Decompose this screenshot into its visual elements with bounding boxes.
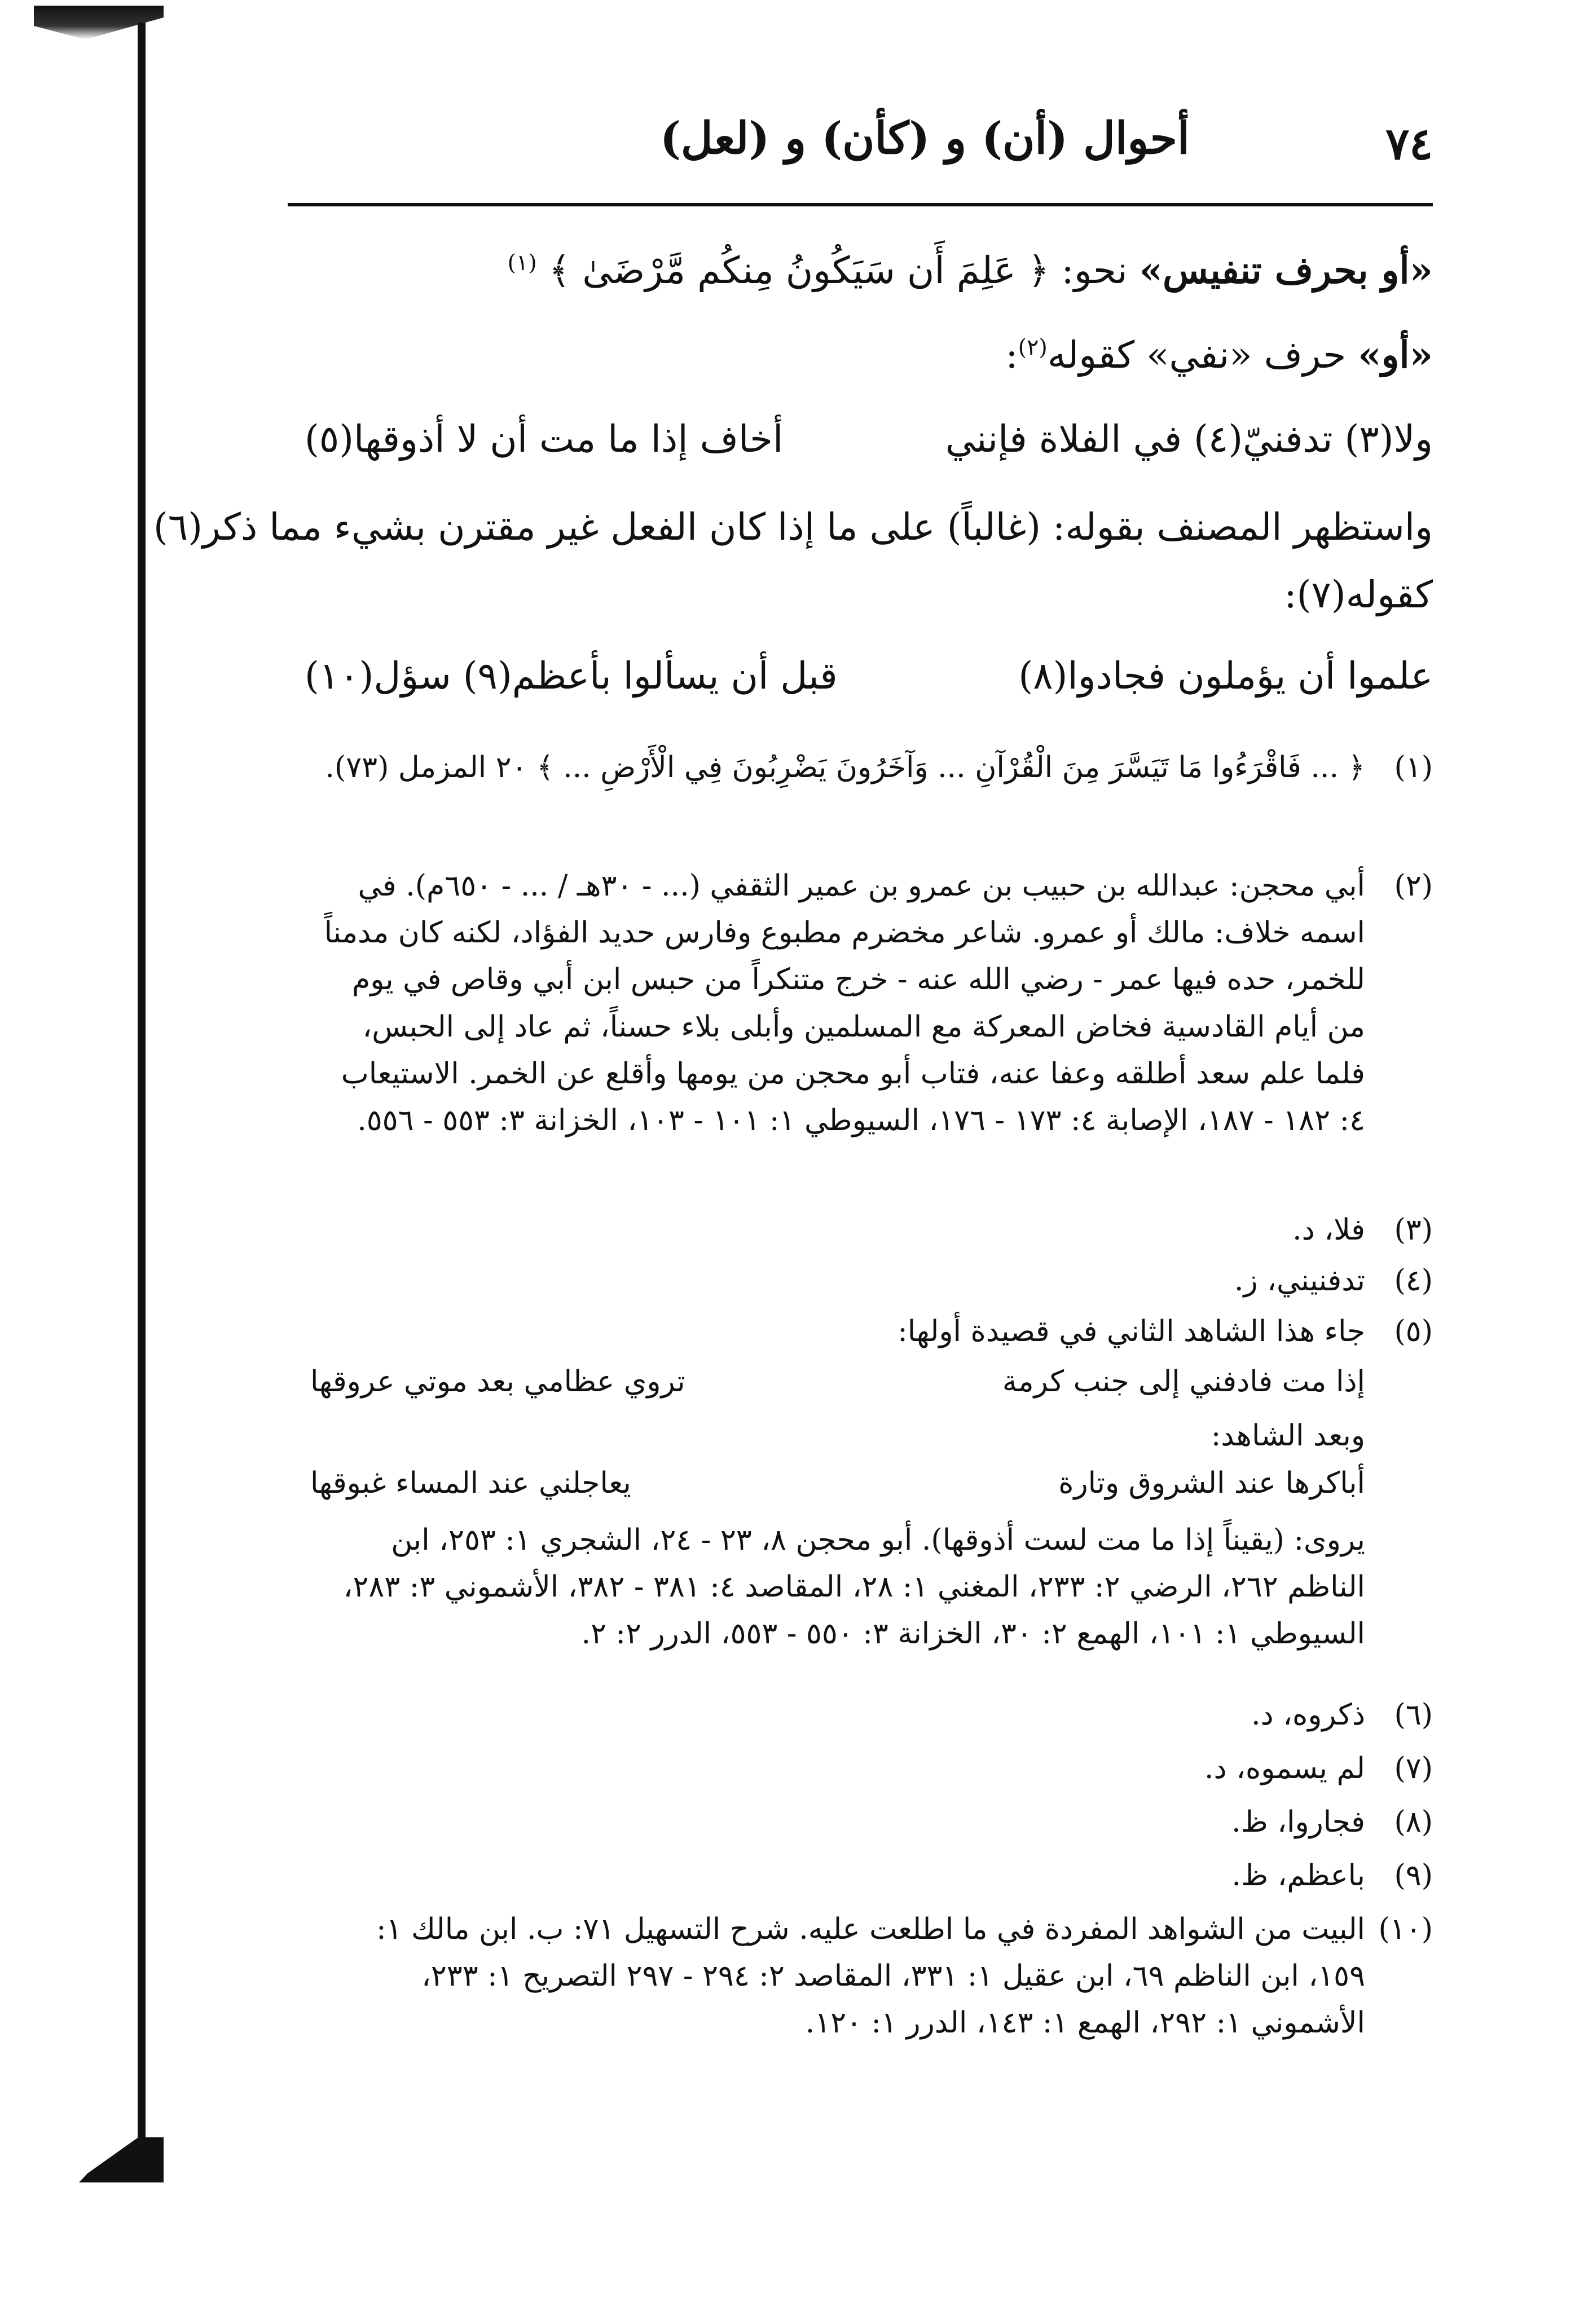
footnote-5-refs-text: يروى: (يقيناً إذا ما مت لست أذوقها). أبو محجن ٨، ٢٣ - ٢٤، الشجري ١: ٢٥٣، ابن الناظم ٢٦٢، الرضي ٢: ٢٣٣، المغني ١: ٢٨، المقاصد ٤: ٣٨١ - ٣٨٢، الأشموني ٣: ٢٨٣، السيوطي ١: ١٠١، الهمع ٢: ٣٠، الخزانة ٣: ٥٥٠ - ٥٥٣، الدرر ٢: ٢.	[343, 1523, 1365, 1651]
body-line-1	[507, 248, 1433, 293]
footnote-ref-1: (١)	[507, 250, 537, 276]
footnote-4-number: (٤)	[1394, 1264, 1433, 1298]
footnote-5	[310, 1308, 1433, 1355]
body-line-4: كقوله(٧):	[1284, 573, 1433, 616]
footnote-8-text: فجاروا، ظ.	[1231, 1805, 1365, 1839]
footnote-5-verse-2-first: أباكرها عند الشروق وتارة	[1058, 1466, 1365, 1500]
body-line-3: واستظهر المصنف بقوله: (غالباً) على ما إذا كان الفعل غير مقترن بشيء مما ذكر(٦)	[153, 505, 1433, 549]
footnote-3-number: (٣)	[1394, 1213, 1433, 1247]
header-rule	[288, 203, 1433, 206]
footnote-5-intro: جاء هذا الشاهد الثاني في قصيدة أولها:	[898, 1315, 1365, 1348]
footnote-4-text: تدفنيني، ز.	[1234, 1264, 1365, 1298]
footnote-10	[310, 1906, 1433, 2047]
footnote-ref-2: (٢)	[1018, 334, 1048, 360]
footnote-5-verse-1	[310, 1365, 1365, 1410]
body-line-2-text: حرف «نفي» كقوله	[1047, 333, 1347, 377]
footnote-5-refs	[310, 1517, 1433, 1658]
verse-2	[305, 654, 1433, 711]
footnote-6-number: (٦)	[1394, 1698, 1433, 1732]
footnote-7-number: (٧)	[1394, 1752, 1433, 1785]
binding-edge-bottom	[79, 2137, 164, 2182]
body-line-1-text: نحو:	[1061, 249, 1128, 292]
body-line-2-bold: «أو»	[1358, 333, 1433, 377]
verse-1	[305, 417, 1433, 474]
body-line-2: «أو» حرف «نفي» كقوله$^{(٢)}$:	[1005, 333, 1433, 377]
verse-2-first-hemistich: علموا أن يؤملون فجادوا(٨)	[1018, 654, 1433, 698]
footnote-2-text: أبي محجن: عبدالله بن حبيب بن عمرو بن عمير الثقفي (... - ٣٠هـ / ... - ٦٥٠م). في اسمه خلاف: مالك أو عمرو. شاعر مخضرم مطبوع وفارس حديد الفؤاد، لكنه كان مدمناً للخمر، حده فيها عمر - رضي الله عنه - خرج متنكراً من حبس ابن أبي وقاص في يوم من أيام القادسية فخاض المعركة مع المسلمين وأبلى بلاء حسناً، ثم عاد إلى الحبس، فلما علم سعد أطلقه وعفا عنه، فتاب أبو محجن من يومها وأقلع عن الخمر. الاستيعاب ٤: ١٨٢ - ١٨٧، الإصابة ٤: ١٧٣ - ١٧٦، السيوطي ١: ١٠١ - ١٠٣، الخزانة ٣: ٥٥٣ - ٥٥٦.	[324, 869, 1365, 1137]
footnote-2	[310, 863, 1433, 1144]
binding-edge-line	[138, 23, 146, 2171]
footnote-5-after	[310, 1413, 1433, 1459]
verse-2-second-hemistich: قبل أن يسألوا بأعظم(٩) سؤل(١٠)	[305, 654, 838, 698]
footnote-9-number: (٩)	[1394, 1859, 1433, 1893]
footnote-1	[310, 744, 1433, 791]
footnote-5-verse-2-second: يعاجلني عند المساء غبوقها	[310, 1466, 631, 1500]
running-title: أحوال (أن) و (كأن) و (لعل)	[660, 113, 1190, 164]
footnote-3-text: فلا، د.	[1292, 1213, 1365, 1247]
page-header	[288, 107, 1433, 180]
footnote-4	[310, 1258, 1433, 1304]
footnote-1-text: ﴿ ... فَاقْرَءُوا مَا تَيَسَّرَ مِنَ الْقُرْآنِ ... وَآخَرُونَ يَضْرِبُونَ فِي الْأَرْضِ ... ﴾ ٢٠ المزمل (٧٣).	[325, 751, 1365, 784]
verse-1-second-hemistich: أخاف إذا ما مت أن لا أذوقها(٥)	[305, 417, 784, 461]
footnote-6-text: ذكروه، د.	[1251, 1698, 1365, 1732]
footnote-5-after-text: وبعد الشاهد:	[1211, 1419, 1365, 1453]
body-line-1-bold: «أو بحرف تنفيس»	[1139, 248, 1433, 292]
footnote-6	[310, 1692, 1433, 1739]
footnote-10-text: البيت من الشواهد المفردة في ما اطلعت عليه. شرح التسهيل ٧١: ب. ابن مالك ١: ١٥٩، ابن الناظم ٦٩، ابن عقيل ١: ٣٣١، المقاصد ٢: ٢٩٤ - ٢٩٧ التصريح ١: ٢٣٣، الأشموني ١: ٢٩٢، الهمع ١: ١٤٣، الدرر ١: ١٢٠.	[376, 1912, 1365, 2040]
footnote-5-number: (٥)	[1394, 1315, 1433, 1348]
footnote-3	[310, 1207, 1433, 1254]
footnote-5-verse-2	[310, 1466, 1365, 1511]
footnote-10-number: (١٠)	[1378, 1912, 1433, 1946]
footnote-8	[310, 1799, 1433, 1846]
footnote-2-number: (٢)	[1394, 869, 1433, 903]
footnote-7-text: لم يسموه، د.	[1204, 1752, 1365, 1785]
verse-1-first-hemistich: ولا(٣) تدفنيّ(٤) في الفلاة فإنني	[945, 417, 1433, 461]
page-number: ٧٤	[1385, 118, 1433, 170]
footnote-9	[310, 1853, 1433, 1899]
footnote-9-text: باعظم، ظ.	[1231, 1859, 1365, 1893]
footnote-1-number: (١)	[1394, 751, 1433, 784]
footnote-7	[310, 1745, 1433, 1792]
footnote-5-verse-1-second: تروي عظامي بعد موتي عروقها	[310, 1365, 685, 1399]
footnote-5-verse-1-first: إذا مت فادفني إلى جنب كرمة	[1002, 1365, 1365, 1399]
quran-verse-1: ﴿ عَلِمَ أَن سَيَكُونُ مِنكُم مَّرْضَىٰ ﴾	[548, 249, 1050, 292]
footnote-8-number: (٨)	[1394, 1805, 1433, 1839]
